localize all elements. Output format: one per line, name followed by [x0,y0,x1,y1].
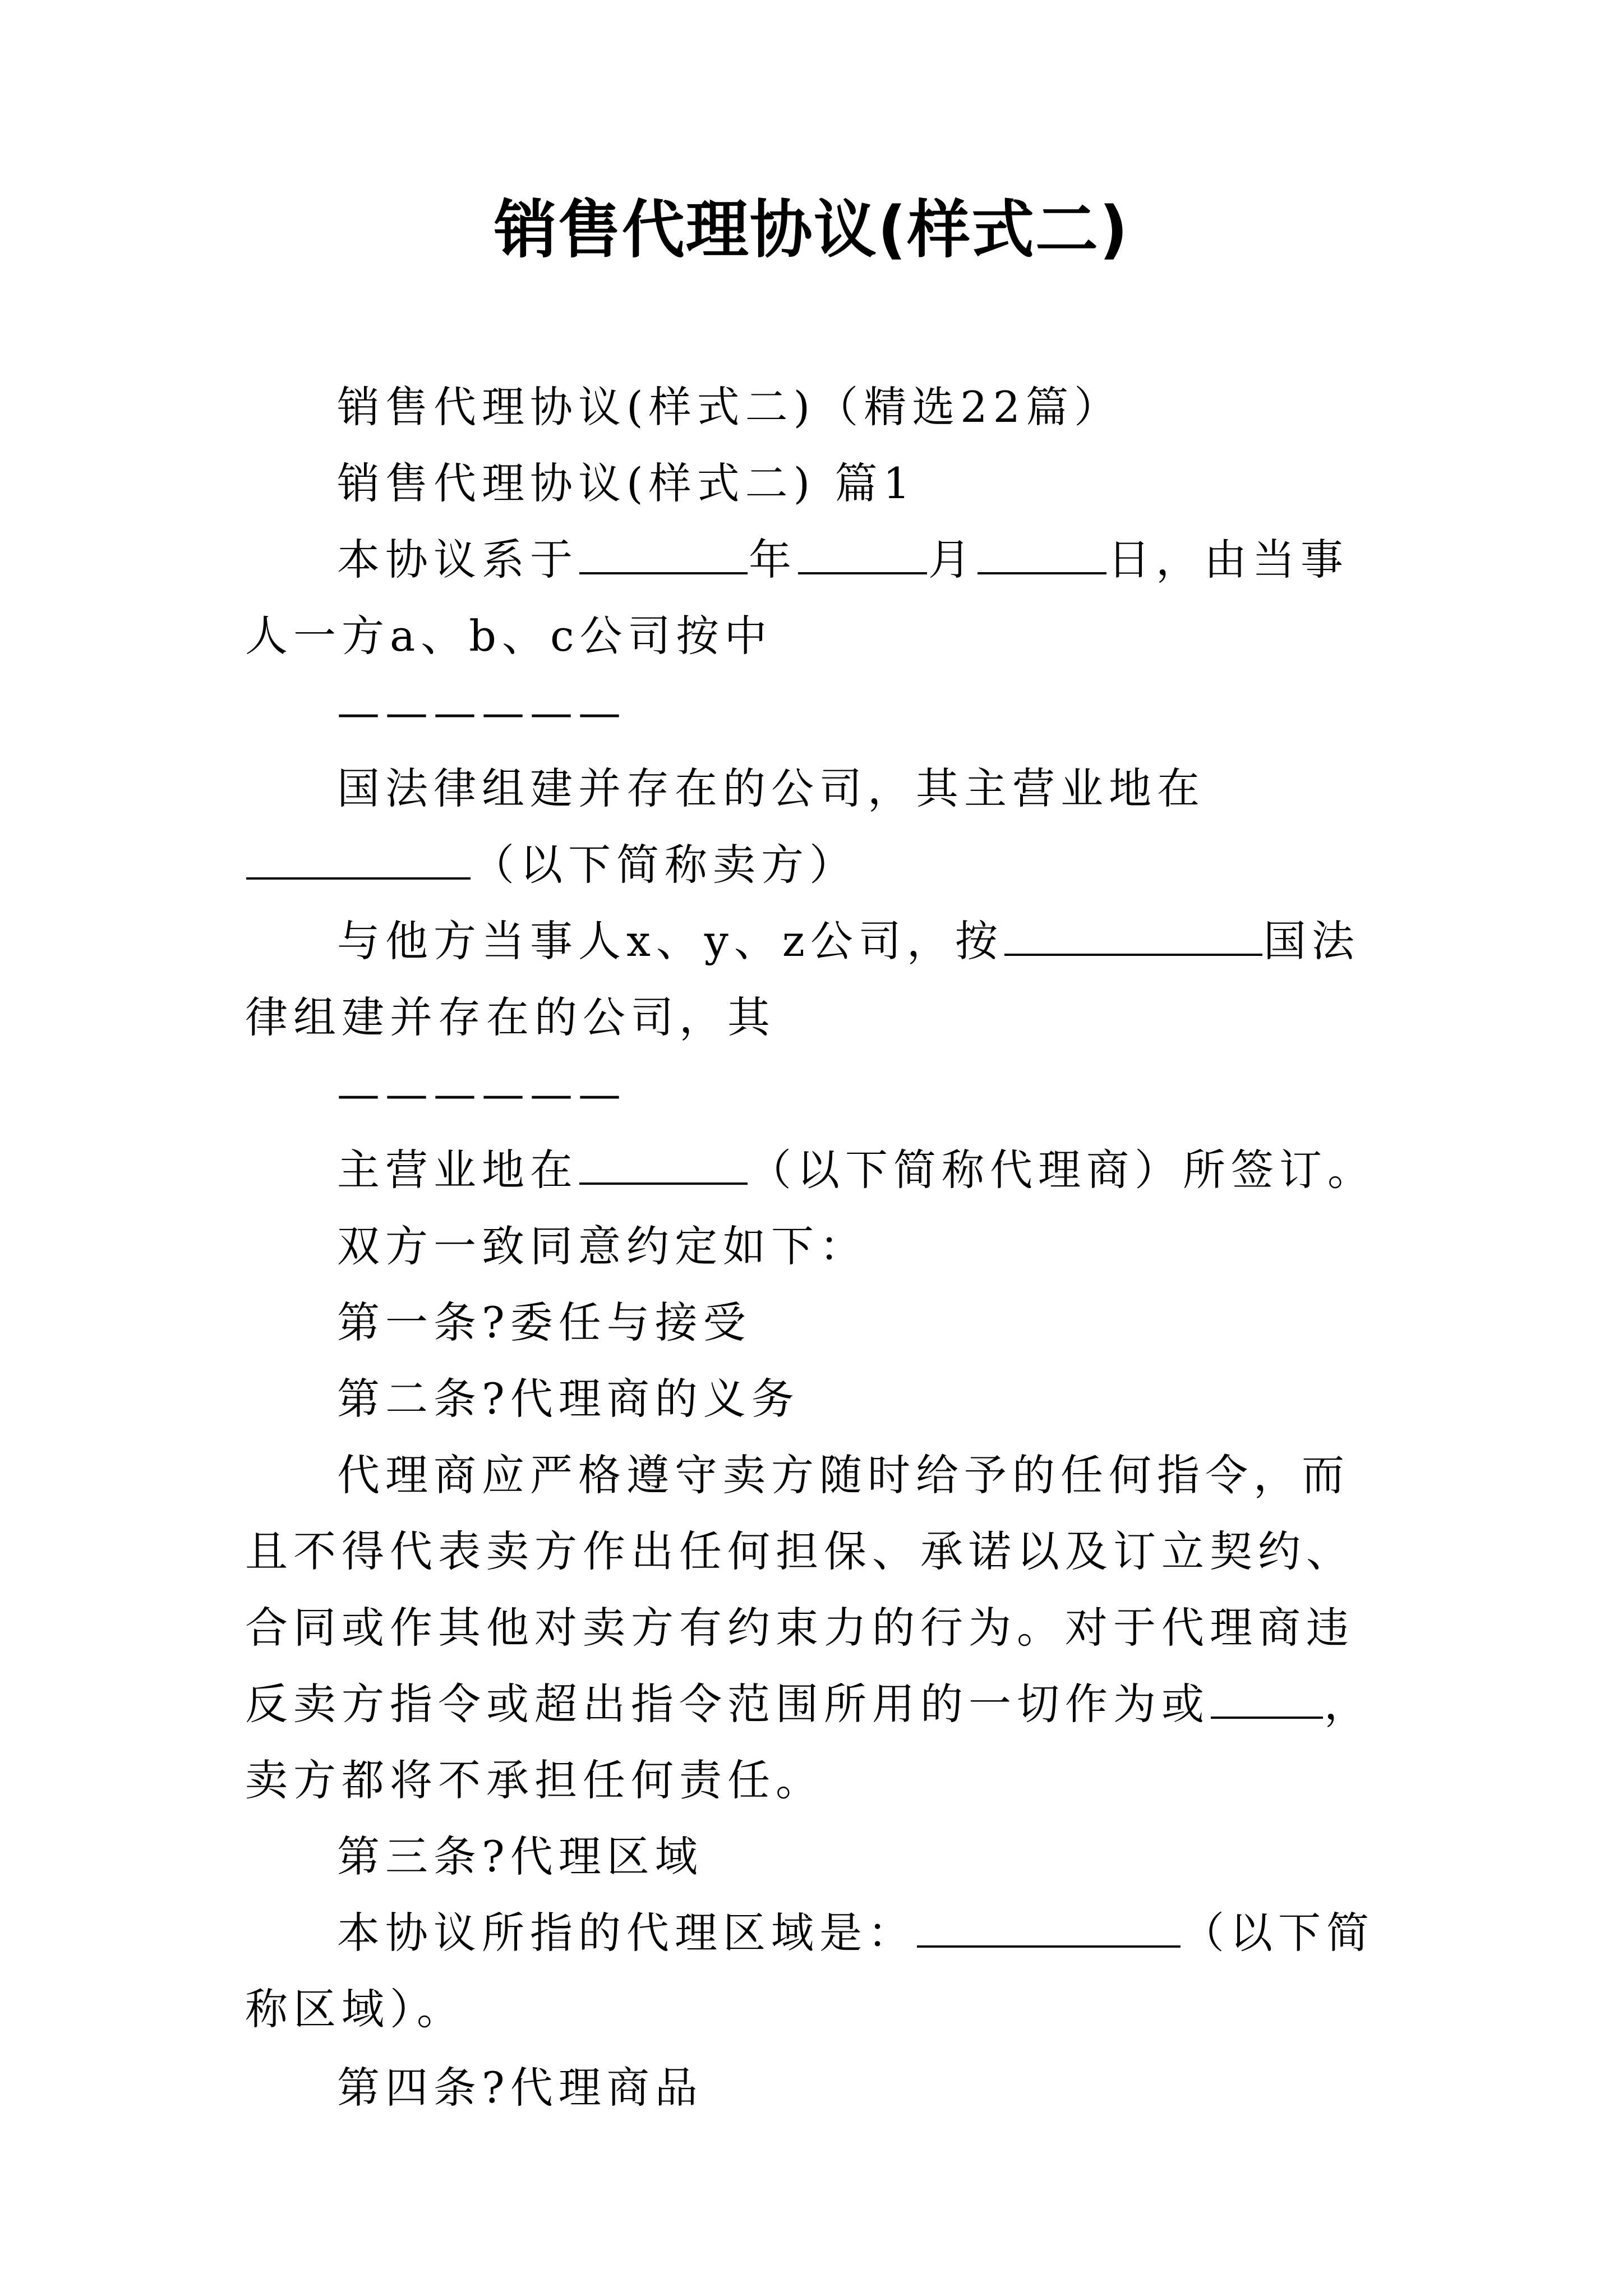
paragraph-text: 本协议系于 [337,535,578,585]
paragraph-text: 销售代理协议(样式二) 篇1 [337,458,916,508]
document-title: 销售代理协议(样式二) [494,194,1129,266]
blank-agent-place-underline [579,1144,748,1185]
paragraph-text: （以下简称区域）。 [245,1908,1375,2034]
article-3-body [245,1895,1389,2047]
paragraph-text: 年 [749,535,797,585]
paragraph-text: 第二条?代理商的义务 [337,1374,800,1424]
paragraph-agreement-date [245,522,1389,674]
paragraph-text: —————— [337,687,626,737]
paragraph-text: （以下简称卖方） [472,840,857,890]
blank-region-underline [917,1907,1181,1948]
paragraph-dash-line [245,1056,1389,1132]
paragraph-agent-place [245,1132,1389,1208]
paragraph-text: 主营业地在 [337,1145,578,1195]
paragraph-heading-part1 [245,445,1389,522]
paragraph-text: 销售代理协议(样式二)（精选22篇） [337,382,1123,432]
paragraph-text: 日，由当事人一方a、b、c公司按中 [245,535,1349,661]
paragraph-text: 本协议所指的代理区域是： [337,1908,916,1958]
article-2-body [245,1437,1389,1819]
paragraph-text: 代理商应严格遵守卖方随时给予的任何指令，而且不得代表卖方作出任何担保、承诺以及订立契约、合同或作其他对卖方有约束力的行为。对于代理商违反卖方指令或超出指令范围所用的一切作为或 [245,1450,1354,1729]
blank-month-underline [798,534,927,574]
paragraph-agreement-intro [245,1208,1389,1285]
paragraph-text: 与他方当事人x、y、z公司，按 [337,916,1003,966]
paragraph-dash-line [245,674,1389,751]
paragraph-text: 国法律组建并存在的公司，其主营业地在 [337,763,1205,813]
paragraph-text: 双方一致同意约定如下： [337,1221,868,1271]
blank-act-underline [1211,1678,1323,1719]
paragraph-heading-collection [245,369,1389,445]
paragraph-seller-info [245,751,1389,903]
paragraph-text: 月 [928,535,976,585]
article-3-heading [245,1819,1389,1895]
paragraph-text: ，卖方都将不承担任何责任。 [245,1679,1372,1805]
blank-year-underline [579,534,748,574]
blank-seller-place-underline [246,839,471,880]
paragraph-text: 国法律组建并存在的公司，其 [245,916,1360,1042]
paragraph-agent-party [245,903,1389,1056]
paragraph-text: （以下简称代理商）所签订。 [749,1145,1376,1195]
paragraph-text: —————— [337,1069,626,1119]
article-4-heading [245,2050,1389,2126]
paragraph-text: 第一条?委任与接受 [337,1297,751,1347]
blank-country-underline [1004,915,1262,956]
paragraph-text: 第四条?代理商品 [337,2063,703,2113]
document-body [245,369,1389,2126]
blank-day-underline [978,534,1106,574]
article-2-heading [245,1361,1389,1437]
article-1-heading [245,1285,1389,1361]
paragraph-text: 第三条?代理区域 [337,1832,703,1881]
